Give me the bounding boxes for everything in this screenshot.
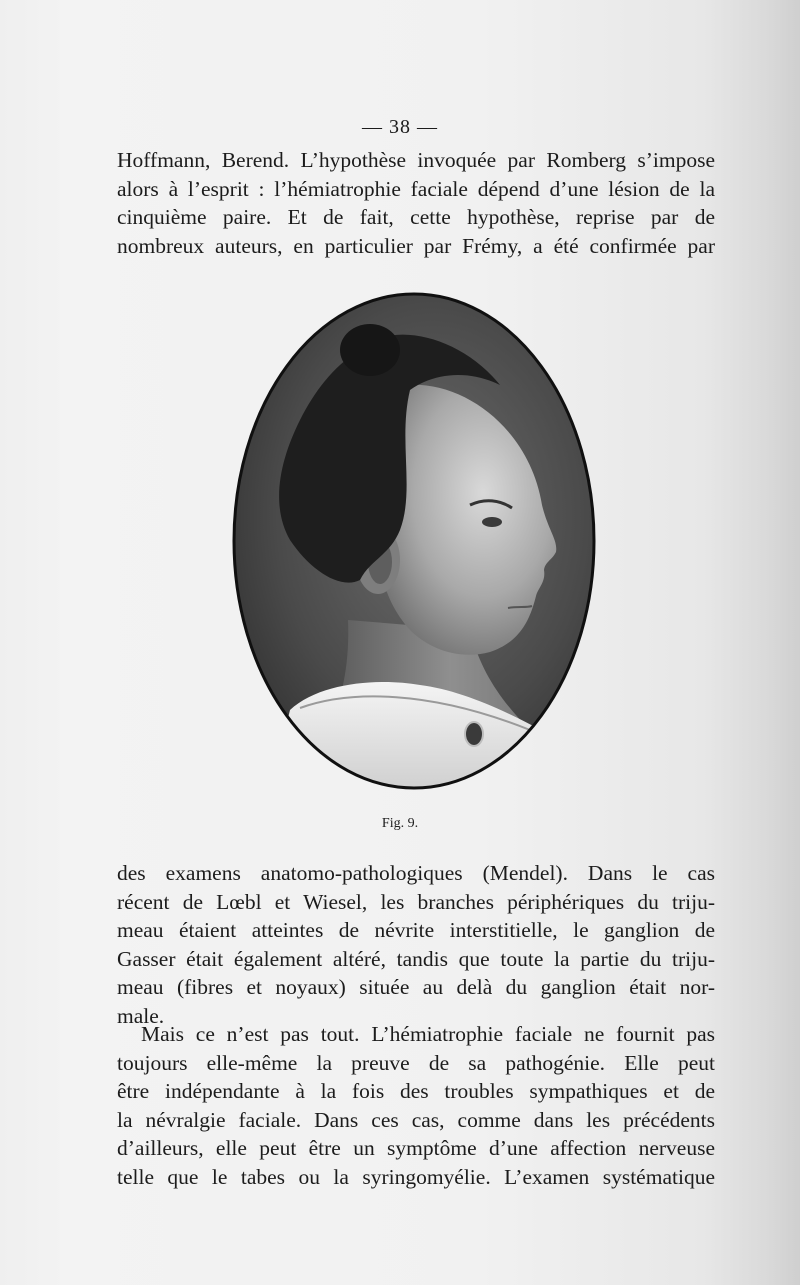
page-number: — 38 — xyxy=(362,116,438,138)
text-line: Hoffmann, Berend. L’hypothèse invoquée par Romberg s’impose xyxy=(117,148,715,172)
text-line: récent de Lœbl et Wiesel, les branches périphériques du triju- xyxy=(117,889,715,914)
text-line: meau (fibres et noyaux) située au delà du ganglion était nor- xyxy=(117,975,715,1000)
text-line: cinquième paire. Et de fait, cette hypothèse, reprise par de xyxy=(117,205,715,230)
text-line: être indépendante à la fois des troubles sympathiques et de xyxy=(117,1079,715,1104)
figure-caption: Fig. 9. xyxy=(381,816,419,831)
text-line: telle que le tabes ou la syringomyélie. L’examen systématique xyxy=(117,1164,715,1189)
text-line: meau étaient atteintes de névrite interstitielle, le ganglion de xyxy=(117,918,715,943)
paragraph-bottom xyxy=(117,859,715,1031)
text-line: Mais ce n’est pas tout. L’hémiatrophie faciale ne fournit pas xyxy=(141,1022,715,1046)
text-line: la névralgie faciale. Dans ces cas, comme dans les précédents xyxy=(117,1107,715,1132)
text-line: male. xyxy=(117,1003,165,1028)
portrait-figure xyxy=(230,290,598,792)
text-line: d’ailleurs, elle peut être un symptôme d’une affection nerveuse xyxy=(117,1136,715,1161)
text-line: alors à l’esprit : l’hémiatrophie faciale dépend d’une lésion de la xyxy=(117,176,715,201)
paragraph-second xyxy=(117,1020,715,1192)
text-line: nombreux auteurs, en particulier par Frémy, a été confirmée par xyxy=(117,233,715,258)
portrait-photograph xyxy=(230,290,598,792)
text-line: des examens anatomo-pathologiques (Mendel). Dans le cas xyxy=(117,861,715,885)
text-line: toujours elle-même la preuve de sa pathogénie. Elle peut xyxy=(117,1050,715,1075)
text-line: Gasser était également altéré, tandis que toute la partie du triju- xyxy=(117,946,715,971)
paragraph-top xyxy=(117,146,715,260)
